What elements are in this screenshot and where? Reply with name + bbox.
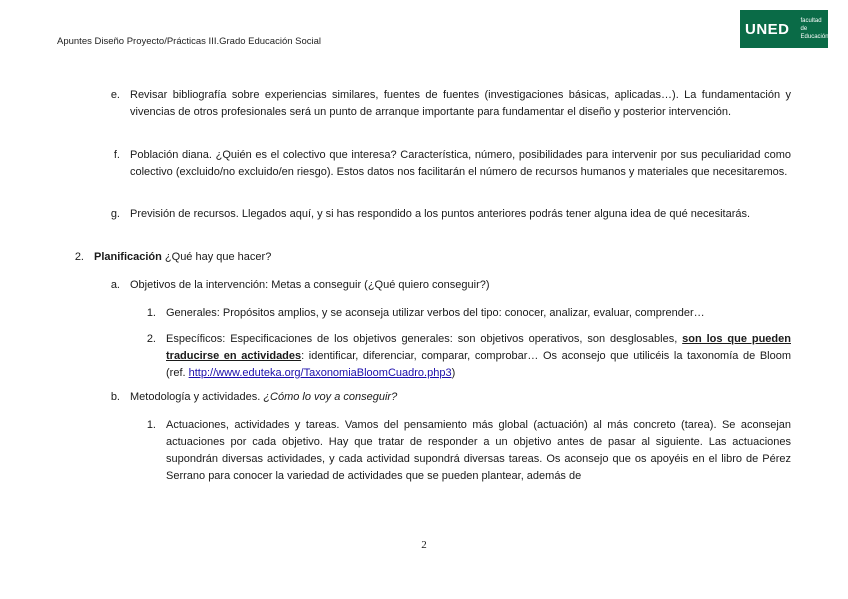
a2-emphasis: son los que pueden traducirse en actividades [166,333,791,362]
list-marker-g: g. [110,208,120,220]
page-number: 2 [421,539,427,551]
logo-wordmark: UNED [745,20,790,38]
list-item-a: Objetivos de la intervención: Metas a conseguir (¿Qué quiero conseguir?) [130,279,490,291]
a2-text-before: Específicos: Especificaciones de los objetivos generales: son objetivos operativos, son desglosables, [166,333,683,345]
list-marker-a2: 2. [146,333,156,345]
b-question: ¿Cómo lo voy a conseguir? [263,391,398,403]
list-marker-2: 2. [74,251,84,263]
section-heading: Planificación [94,251,162,263]
document-header-title: Apuntes Diseño Proyecto/Prácticas III.Grado Educación Social [57,36,322,47]
list-item-b [130,389,791,406]
logo-subtitle [801,17,829,41]
b-text: Metodología y actividades. [130,391,264,403]
uned-logo [740,10,828,48]
a2-text-middle: : identificar, diferenciar, comparar, comprobar… Os aconsejo que utilicéis la taxonomía de Bloom (ref. [166,350,791,379]
logo-subtitle-line1: facultad [800,18,822,24]
a2-text-after: ) [451,367,456,379]
list-item-a2 [166,331,791,382]
list-item-b1: Actuaciones, actividades y tareas. Vamos del pensamiento más global (actuación) al más concreto (tarea). Se aconsejan actuaciones por cada objetivo. Hay que tratar de responder a un objetivo antes de pasar al siguiente. Las actuaciones supondrán diversas actividades, y cada actividad supondrá diversas tareas. Os aconsejo que os apoyéis en el libro de Pérez Serrano para conocer la variedad de actividades que se pueden plantear, además de [166,419,791,482]
list-marker-a1: 1. [146,307,156,319]
list-marker-b1: 1. [146,419,156,431]
section-planificacion [94,249,791,266]
list-item-a1: Generales: Propósitos amplios, y se aconseja utilizar verbos del tipo: conocer, analizar, evaluar, comprender… [166,307,705,319]
section-question: ¿Qué hay que hacer? [161,251,272,263]
list-marker-b: b. [110,391,120,403]
logo-subtitle-line2: de Educación [800,26,829,40]
list-item-e: Revisar bibliografía sobre experiencias similares, fuentes de fuentes (investigaciones básicas, aplicadas…). La fundamentación y vivencias de otros profesionales será un punto de arranque importante para fundamentar el diseño y posterior intervención. [130,89,791,118]
list-marker-e: e. [110,89,120,101]
list-marker-a: a. [110,279,120,291]
taxonomy-link[interactable]: http://www.eduteka.org/TaxonomiaBloomCuadro.php3 [188,367,452,379]
list-item-f: Población diana. ¿Quién es el colectivo que interesa? Característica, número, posibilidades para intervenir por sus peculiaridad como colectivo (excluido/no excluido/en riesgo). Estos datos nos facilitarán el número de recursos humanos y materiales que necesitaremos. [130,149,791,178]
list-item-g: Previsión de recursos. Llegados aquí, y si has respondido a los puntos anteriores podrás tener alguna idea de qué necesitarás. [130,208,751,220]
list-marker-f: f. [113,149,120,161]
